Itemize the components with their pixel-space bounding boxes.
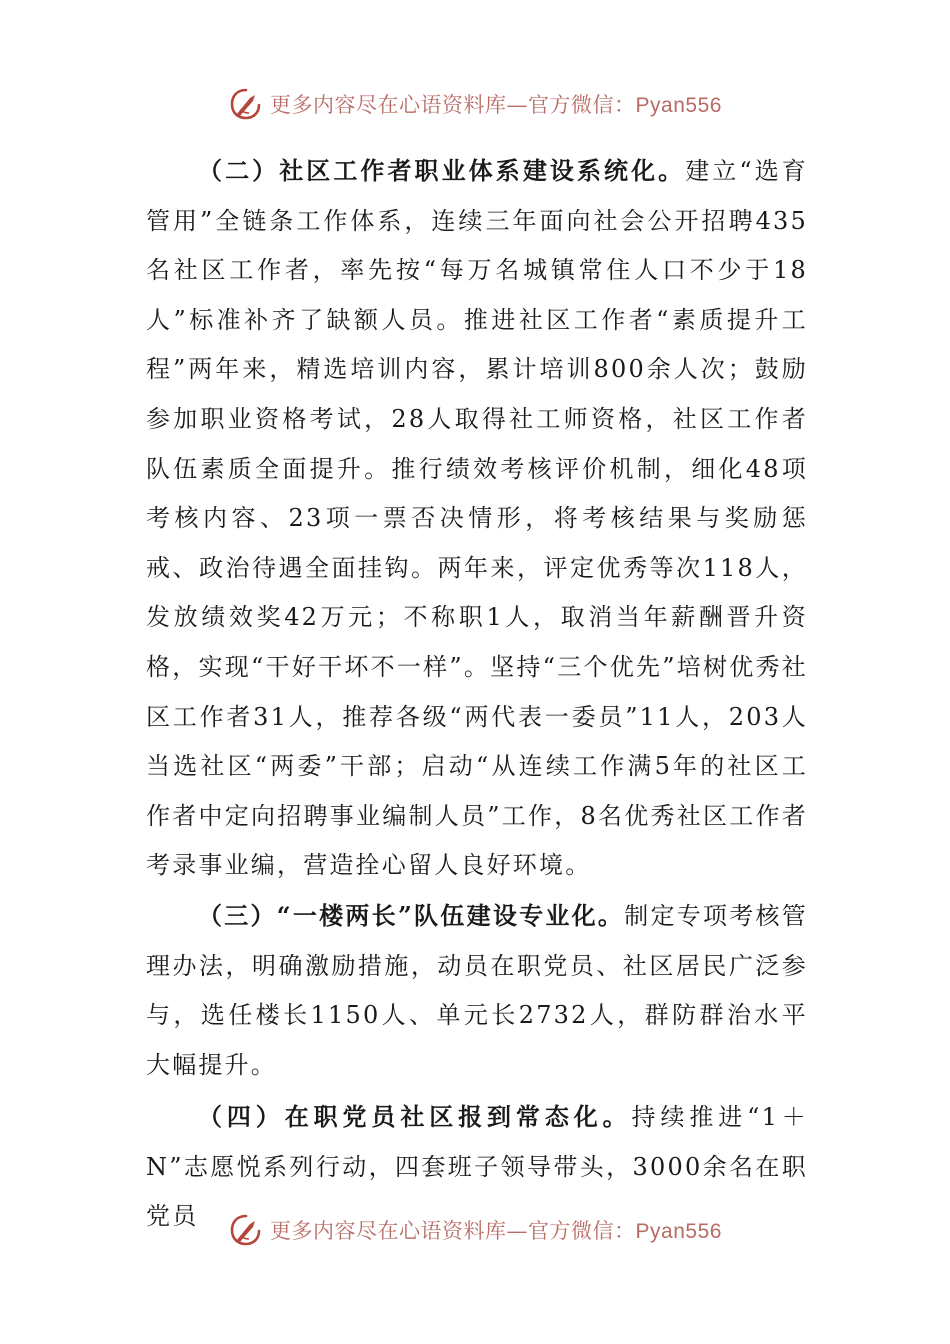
section-heading: （二）社区工作者职业体系建设系统化。 (198, 156, 686, 185)
header-watermark (0, 84, 950, 124)
pen-logo-icon (228, 86, 264, 122)
section-heading: （四）在职党员社区报到常态化。 (198, 1102, 632, 1132)
section-body: 制定专项考核管理办法，明确激励措施，动员在职党员、社区居民广泛参与，选任楼长1150人、单元长2732人，群防群治水平大幅提升。 (146, 901, 808, 1079)
section-body: 持续推进“1＋N”志愿悦系列行动，四套班子领导带头，3000余名在职党员 (146, 1103, 808, 1231)
paragraph-community-workers (146, 146, 808, 891)
pen-logo-icon (228, 1212, 264, 1248)
watermark-text: 更多内容尽在心语资料库—官方微信：Pyan556 (270, 1219, 722, 1243)
footer-watermark (0, 1210, 950, 1250)
section-heading: （三）“一楼两长”队伍建设专业化。 (198, 900, 625, 930)
paragraph-building-leaders (146, 891, 808, 1090)
document-body (146, 146, 808, 1242)
watermark-text: 更多内容尽在心语资料库—官方微信：Pyan556 (270, 93, 722, 117)
section-body: 建立“选育管用”全链条工作体系，连续三年面向社会公开招聘435名社区工作者，率先按“每万名城镇常住人口不少于18人”标准补齐了缺额人员。推进社区工作者“素质提升工程”两年来，精选培训内容，累计培训800余人次；鼓励参加职业资格考试，28人取得社工师资格，社区工作者队伍素质全面提升。推行绩效考核评价机制，细化48项考核内容、23项一票否决情形，将考核结果与奖励惩戒、政治待遇全面挂钩。两年来，评定优秀等次118人，发放绩效奖42万元；不称职1人，取消当年薪酬晋升资格，实现“干好干坏不一样”。坚持“三个优先”培树优秀社区工作者31人，推荐各级“两代表一委员”11人，203人当选社区“两委”干部；启动“从连续工作满5年的社区工作者中定向招聘事业编制人员”工作，8名优秀社区工作者考录事业编，营造拴心留人良好环境。 (146, 157, 808, 880)
